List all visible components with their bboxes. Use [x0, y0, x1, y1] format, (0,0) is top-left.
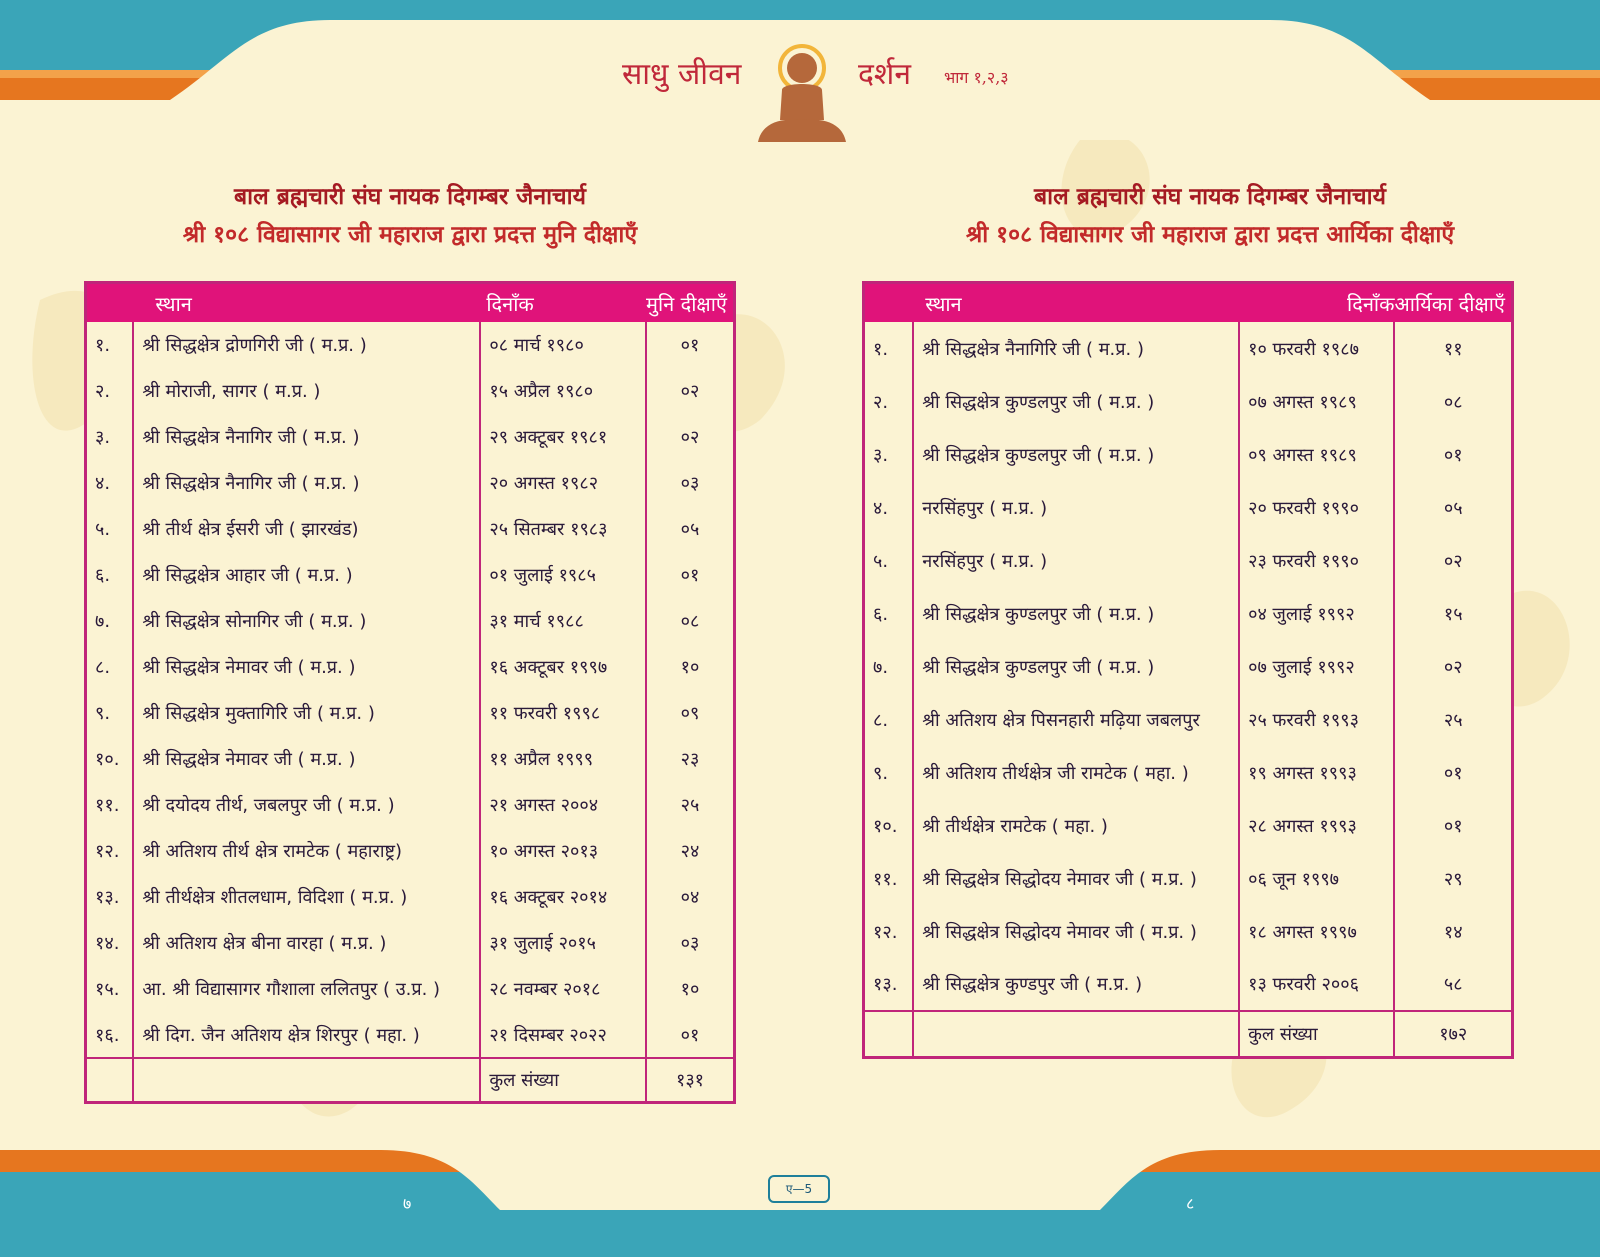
row-place: श्री सिद्धक्षेत्र कुण्डलपुर जी ( म.प्र. ): [913, 375, 1239, 428]
row-number: ६.: [864, 587, 914, 640]
header-count: आर्यिका दीक्षाएँ: [1394, 283, 1512, 323]
row-number: १४.: [86, 920, 134, 966]
left-diksha-table: [84, 281, 736, 1104]
row-count: ०५: [1394, 481, 1512, 534]
row-date: २० अगस्त १९८२: [480, 460, 646, 506]
row-place: श्री सिद्धक्षेत्र कुण्डलपुर जी ( म.प्र. ): [913, 587, 1239, 640]
table-row: [864, 640, 1513, 693]
right-title-line1: बाल ब्रह्मचारी संघ नायक दिगम्बर जैनाचार्य: [1034, 184, 1386, 210]
row-place: श्री दयोदय तीर्थ, जबलपुर जी ( म.प्र. ): [133, 782, 480, 828]
table-row: [86, 966, 735, 1012]
row-date: २३ फरवरी १९९०: [1239, 534, 1394, 587]
row-number: ८.: [86, 644, 134, 690]
row-place: श्री तीर्थ क्षेत्र ईसरी जी ( झारखंड): [133, 506, 480, 552]
header-date: दिनाँक: [480, 283, 646, 323]
row-number: ८.: [864, 693, 914, 746]
row-count: ०३: [646, 920, 735, 966]
row-place: श्री सिद्धक्षेत्र नैनागिरि जी ( म.प्र. ): [913, 322, 1239, 375]
row-number: १३.: [864, 958, 914, 1011]
row-place: श्री अतिशय तीर्थक्षेत्र जी रामटेक ( महा. ): [913, 746, 1239, 799]
row-number: ५.: [864, 534, 914, 587]
table-row: [864, 428, 1513, 481]
row-count: २४: [646, 828, 735, 874]
table-row: [86, 506, 735, 552]
row-count: १५: [1394, 587, 1512, 640]
table-row: [864, 481, 1513, 534]
row-date: १० अगस्त २०१३: [480, 828, 646, 874]
table-row: [86, 552, 735, 598]
row-number: १२.: [864, 905, 914, 958]
row-number: ६.: [86, 552, 134, 598]
table-row: [864, 693, 1513, 746]
row-count: ५८: [1394, 958, 1512, 1011]
row-count: ०३: [646, 460, 735, 506]
row-number: ५.: [86, 506, 134, 552]
row-count: ०२: [1394, 534, 1512, 587]
table-row: [86, 690, 735, 736]
total-row: [864, 1011, 1513, 1057]
row-count: ०१: [1394, 799, 1512, 852]
row-number: ७.: [86, 598, 134, 644]
row-place: श्री सिद्धक्षेत्र कुण्डलपुर जी ( म.प्र. ): [913, 640, 1239, 693]
row-count: ०१: [646, 1012, 735, 1058]
row-place: श्री सिद्धक्षेत्र नेमावर जी ( म.प्र. ): [133, 736, 480, 782]
table-row: [86, 1012, 735, 1058]
row-date: ०६ जून १९९७: [1239, 852, 1394, 905]
row-count: ०१: [646, 322, 735, 368]
row-date: २८ नवम्बर २०१८: [480, 966, 646, 1012]
row-number: ७.: [864, 640, 914, 693]
row-place: आ. श्री विद्यासागर गौशाला ललितपुर ( उ.प्र. ): [133, 966, 480, 1012]
row-number: १.: [864, 322, 914, 375]
table-row: [86, 644, 735, 690]
row-place: नरसिंहपुर ( म.प्र. ): [913, 481, 1239, 534]
table-header-row: [86, 283, 735, 323]
row-number: १.: [86, 322, 134, 368]
total-value: १७२: [1394, 1011, 1512, 1057]
row-count: ०१: [646, 552, 735, 598]
header-title-part2: दर्शन: [858, 57, 911, 92]
row-place: श्री तीर्थक्षेत्र शीतलधाम, विदिशा ( म.प्र. ): [133, 874, 480, 920]
row-count: ०९: [646, 690, 735, 736]
row-place: श्री सिद्धक्षेत्र आहार जी ( म.प्र. ): [133, 552, 480, 598]
table-row: [86, 736, 735, 782]
row-date: २८ अगस्त १९९३: [1239, 799, 1394, 852]
row-place: श्री अतिशय क्षेत्र पिसनहारी मढ़िया जबलपुर: [913, 693, 1239, 746]
row-place: श्री सिद्धक्षेत्र कुण्डलपुर जी ( म.प्र. ): [913, 428, 1239, 481]
row-place: श्री सिद्धक्षेत्र नैनागिर जी ( म.प्र. ): [133, 460, 480, 506]
row-date: २० फरवरी १९९०: [1239, 481, 1394, 534]
row-place: नरसिंहपुर ( म.प्र. ): [913, 534, 1239, 587]
row-date: २५ फरवरी १९९३: [1239, 693, 1394, 746]
row-number: ११.: [86, 782, 134, 828]
row-date: ३१ जुलाई २०१५: [480, 920, 646, 966]
table-row: [864, 746, 1513, 799]
table-row: [864, 958, 1513, 1011]
row-place: श्री तीर्थक्षेत्र रामटेक ( महा. ): [913, 799, 1239, 852]
row-count: २३: [646, 736, 735, 782]
row-date: १६ अक्टूबर २०१४: [480, 874, 646, 920]
row-count: ०२: [1394, 640, 1512, 693]
row-count: ०५: [646, 506, 735, 552]
table-row: [86, 598, 735, 644]
header-title-suffix: भाग १,२,३: [944, 68, 1009, 87]
row-date: २९ अक्टूबर १९८१: [480, 414, 646, 460]
row-number: ९.: [86, 690, 134, 736]
row-number: १३.: [86, 874, 134, 920]
row-count: १४: [1394, 905, 1512, 958]
row-count: १०: [646, 966, 735, 1012]
row-date: २५ सितम्बर १९८३: [480, 506, 646, 552]
row-number: २.: [864, 375, 914, 428]
row-place: श्री सिद्धक्षेत्र सोनागिर जी ( म.प्र. ): [133, 598, 480, 644]
row-date: ०१ जुलाई १९८५: [480, 552, 646, 598]
meditating-figure-icon: [752, 42, 852, 152]
center-page-badge: ए—5: [768, 1175, 830, 1203]
table-header-row: [864, 283, 1513, 323]
table-row: [86, 920, 735, 966]
total-row: [86, 1058, 735, 1102]
row-number: १२.: [86, 828, 134, 874]
total-empty-cell: [864, 1011, 914, 1057]
row-date: ११ फरवरी १९९८: [480, 690, 646, 736]
total-empty-cell: [86, 1058, 134, 1102]
header-place: स्थान: [913, 283, 1239, 323]
row-date: १० फरवरी १९८७: [1239, 322, 1394, 375]
row-number: ११.: [864, 852, 914, 905]
left-page-number: ७: [403, 1194, 412, 1213]
row-place: श्री सिद्धक्षेत्र नैनागिर जी ( म.प्र. ): [133, 414, 480, 460]
row-date: १३ फरवरी २००६: [1239, 958, 1394, 1011]
row-number: १०.: [86, 736, 134, 782]
row-place: श्री सिद्धक्षेत्र मुक्तागिरि जी ( म.प्र. ): [133, 690, 480, 736]
row-count: ०२: [646, 414, 735, 460]
row-number: ४.: [86, 460, 134, 506]
total-empty-cell: [913, 1011, 1239, 1057]
row-date: १९ अगस्त १९९३: [1239, 746, 1394, 799]
table-row: [864, 534, 1513, 587]
row-count: १०: [646, 644, 735, 690]
row-date: १६ अक्टूबर १९९७: [480, 644, 646, 690]
row-place: श्री मोराजी, सागर ( म.प्र. ): [133, 368, 480, 414]
table-row: [86, 460, 735, 506]
header-place: स्थान: [133, 283, 480, 323]
row-count: २९: [1394, 852, 1512, 905]
right-page-number: ८: [1186, 1194, 1195, 1213]
row-count: ०८: [1394, 375, 1512, 428]
row-date: १५ अप्रैल १९८०: [480, 368, 646, 414]
table-row: [864, 375, 1513, 428]
row-place: श्री सिद्धक्षेत्र द्रोणगिरी जी ( म.प्र. ): [133, 322, 480, 368]
row-place: श्री अतिशय तीर्थ क्षेत्र रामटेक ( महाराष्ट्र): [133, 828, 480, 874]
row-number: १०.: [864, 799, 914, 852]
table-row: [864, 322, 1513, 375]
right-title-line2: श्री १०८ विद्यासागर जी महाराज द्वारा प्रदत्त आर्यिका दीक्षाएँ: [965, 222, 1455, 248]
row-count: ०१: [1394, 746, 1512, 799]
row-date: ०४ जुलाई १९९२: [1239, 587, 1394, 640]
left-title-line2: श्री १०८ विद्यासागर जी महाराज द्वारा प्रदत्त मुनि दीक्षाएँ: [182, 222, 638, 248]
table-row: [864, 587, 1513, 640]
table-row: [86, 782, 735, 828]
header-title-part1: साधु जीवन: [622, 57, 742, 92]
row-date: ०७ जुलाई १९९२: [1239, 640, 1394, 693]
total-value: १३१: [646, 1058, 735, 1102]
right-section-title: [860, 178, 1560, 254]
row-date: ०७ अगस्त १९८९: [1239, 375, 1394, 428]
row-place: श्री सिद्धक्षेत्र नेमावर जी ( म.प्र. ): [133, 644, 480, 690]
right-diksha-table: [862, 281, 1514, 1059]
row-place: श्री अतिशय क्षेत्र बीना वारहा ( म.प्र. ): [133, 920, 480, 966]
row-date: १८ अगस्त १९९७: [1239, 905, 1394, 958]
total-label: कुल संख्या: [1239, 1011, 1394, 1057]
table-row: [864, 905, 1513, 958]
row-date: २१ अगस्त २००४: [480, 782, 646, 828]
row-place: श्री सिद्धक्षेत्र सिद्धोदय नेमावर जी ( म.प्र. ): [913, 905, 1239, 958]
row-number: ३.: [864, 428, 914, 481]
row-place: श्री दिग. जैन अतिशय क्षेत्र शिरपुर ( महा. ): [133, 1012, 480, 1058]
row-date: ३१ मार्च १९८८: [480, 598, 646, 644]
row-number: १५.: [86, 966, 134, 1012]
row-date: २१ दिसम्बर २०२२: [480, 1012, 646, 1058]
header-count: मुनि दीक्षाएँ: [646, 283, 735, 323]
table-row: [86, 414, 735, 460]
row-count: ०१: [1394, 428, 1512, 481]
row-count: २५: [646, 782, 735, 828]
left-title-line1: बाल ब्रह्मचारी संघ नायक दिगम्बर जैनाचार्य: [234, 184, 586, 210]
row-count: ११: [1394, 322, 1512, 375]
row-count: ०८: [646, 598, 735, 644]
row-count: ०४: [646, 874, 735, 920]
left-section-title: [60, 178, 760, 254]
header-date: दिनाँक: [1239, 283, 1394, 323]
table-row: [86, 368, 735, 414]
row-place: श्री सिद्धक्षेत्र सिद्धोदय नेमावर जी ( म.प्र. ): [913, 852, 1239, 905]
table-row: [86, 874, 735, 920]
row-number: ९.: [864, 746, 914, 799]
row-date: ०८ मार्च १९८०: [480, 322, 646, 368]
table-row: [86, 828, 735, 874]
table-row: [86, 322, 735, 368]
table-row: [864, 852, 1513, 905]
row-place: श्री सिद्धक्षेत्र कुण्डपुर जी ( म.प्र. ): [913, 958, 1239, 1011]
row-count: २५: [1394, 693, 1512, 746]
total-empty-cell: [133, 1058, 480, 1102]
row-number: १६.: [86, 1012, 134, 1058]
row-number: २.: [86, 368, 134, 414]
row-number: ३.: [86, 414, 134, 460]
row-date: ११ अप्रैल १९९९: [480, 736, 646, 782]
row-date: ०९ अगस्त १९८९: [1239, 428, 1394, 481]
table-row: [864, 799, 1513, 852]
row-number: ४.: [864, 481, 914, 534]
row-count: ०२: [646, 368, 735, 414]
total-label: कुल संख्या: [480, 1058, 646, 1102]
